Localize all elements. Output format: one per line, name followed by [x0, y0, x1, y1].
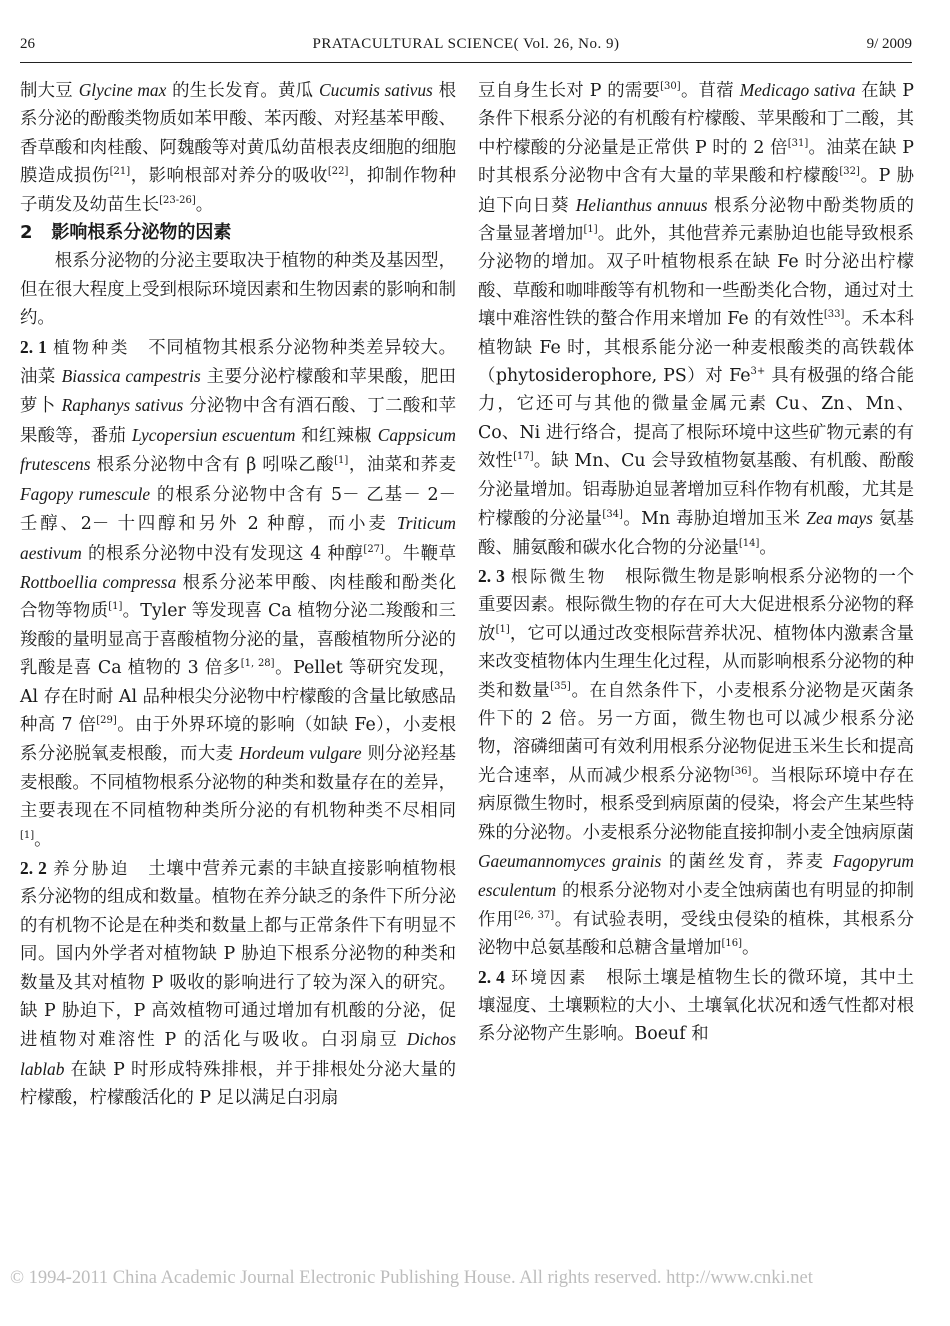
paragraph-body [20, 859, 456, 1108]
copyright-watermark: © 1994-2011 China Academic Journal Electronic Publishing House. All rights reserved. http://www.cnki.net [10, 1268, 813, 1288]
citation: [1] [334, 455, 349, 467]
paragraph-body [478, 567, 914, 958]
page-number: 26 [20, 36, 35, 52]
subsection-paragraph [478, 562, 914, 963]
text-run: 的菌丝发育，荞麦 [661, 851, 833, 872]
subsection-paragraph [478, 963, 914, 1049]
text-run: 。此外，其他营养元素胁迫也能导致根系分泌物的增加。双子叶植物根系在缺 Fe 时分泌出柠檬酸、草酸和咖啡酸等有机物和一些酚类化合物，通过对土壤中难溶性铁的螯合作用来增加 Fe 的有效性 [478, 224, 914, 330]
text-run: 根系分泌物中含有 β 吲哚乙酸 [90, 455, 335, 476]
text-run: 则分泌羟基麦根酸。不同植物根系分泌物的种类和数量存在的差异，主要表现在不同植物种类所分泌的有机物种类不尽相同 [20, 744, 456, 822]
citation: [1] [108, 601, 123, 613]
section-title: 影响根系分泌物的因素 [51, 222, 232, 244]
text-run: 分泌物中含有酒石酸、丁二酸和苹果酸等，番茄 [20, 396, 457, 446]
text-run: 。 [34, 829, 52, 850]
species-name: Fagopy rumescule [20, 483, 151, 504]
citation: [22] [327, 166, 349, 178]
citation: [33] [823, 309, 845, 321]
text-run: 根系分泌物中酚类物质的含量显著增加 [478, 195, 915, 245]
text-run: ，油菜和荞麦 [348, 455, 456, 476]
text-run: 根系分泌的酚酸类物质如苯甲酸、苯丙酸、对羟基苯甲酸、香草酸和肉桂酸、阿魏酸等对黄瓜幼苗根表皮细胞的细胞膜造成损伤 [20, 81, 456, 187]
citation: [34] [602, 509, 623, 521]
species-name: Rottboellia compressa [20, 571, 177, 592]
running-header [20, 36, 912, 63]
citation: [14] [738, 537, 760, 549]
citation: [1, 28] [240, 658, 275, 670]
citation: [27] [363, 543, 384, 555]
text-run: 。由于外界环境的影响（如缺 Fe），小麦根系分泌脱氧麦根酸，而大麦 [20, 714, 456, 765]
text-run: 。缺 Mn、Cu 会导致植物氨基酸、有机酸、酚酸分泌量增加。铝毒胁迫显著增加豆科作物有机酸，尤其是柠檬酸的分泌量 [478, 451, 914, 530]
text-run: 的根系分泌物中没有发现这 4 种醇 [81, 543, 364, 564]
text-run: 。P 胁迫下向日葵 [478, 166, 914, 216]
paragraph-body [20, 338, 456, 850]
citation: [29] [96, 715, 117, 727]
issue-date: 9/ 2009 [866, 36, 912, 52]
species-name: Lycopersiun escuentum [131, 424, 296, 445]
subsection-number: 2. 3 [478, 565, 505, 586]
species-name: Dichos lablab [20, 1029, 456, 1079]
text-run: 主要分泌柠檬酸和苹果酸，肥田萝卜 [20, 367, 457, 417]
species-name: Fagopyrum esculentum [478, 850, 914, 901]
species-name: Helianthus annuus [575, 194, 708, 215]
species-name: Biassica campestris [61, 366, 201, 387]
section-heading [20, 219, 456, 247]
text-run: 根系分泌苯甲酸、肉桂酸和酚类化合物等物质 [20, 572, 456, 622]
subsection-number: 2. 4 [478, 966, 505, 987]
text-run: 土壤中营养元素的丰缺直接影响植物根系分泌物的组成和数量。植物在养分缺乏的条件下所分泌的有机物不论是在种类和数量上都与正常条件下有明显不同。国内外学者对植物缺 P 胁迫下根系分泌物的种类和数量及其对植物 P 吸收的影响进行了较为深入的研究。缺 P 胁迫下，P 高效植物可通过增加有机酸的分泌，促进植物对难溶性 P 的活化与吸收。白羽扇豆 [20, 858, 457, 1051]
subsection-title: 根际微生物 [511, 566, 608, 586]
species-name: Cucumis sativus [319, 80, 433, 100]
text-run: 。有试验表明，受线虫侵染的植株，其根系分泌物中总氨基酸和总糖含量增加 [478, 909, 914, 959]
citation: [16] [721, 938, 743, 950]
text-run: 。苜蓿 [680, 81, 740, 101]
right-column [478, 76, 914, 1049]
journal-title: PRATACULTURAL SCIENCE( Vol. 26, No. 9) [312, 36, 620, 52]
text-run: 不同植物其根系分泌物种类差异较大。油菜 [20, 337, 457, 388]
species-name: Medicago sativa [739, 80, 856, 100]
citation: [26, 37] [513, 909, 555, 921]
text-run: 。 [759, 537, 777, 558]
text-run: ，影响根部对养分的吸收 [130, 166, 328, 187]
text-run: 。油菜在缺 P 时其根系分泌物中含有大量的苹果酸和柠檬酸 [478, 137, 914, 187]
citation: [1] [583, 224, 598, 236]
citation: [30] [660, 81, 681, 93]
species-name: Triticum aestivum [20, 513, 456, 563]
citation: [1] [495, 623, 510, 635]
citation: [31] [787, 138, 809, 150]
citation: [36] [730, 765, 752, 777]
text-run: 。 [742, 938, 760, 959]
text-run: 。当根际环境中存在病原微生物时，根系受到病原菌的侵染，将会产生某些特殊的分泌物。小麦根系分泌物能直接抑制小麦全蚀病原菌 [478, 765, 914, 843]
subsection-title: 养分胁迫 [53, 858, 131, 878]
text-run: 。牛鞭草 [383, 543, 456, 564]
text-run: 。Tyler 等发现喜 Ca 植物分泌二羧酸和三羧酸的量明显高于喜酸植物分泌的量，喜酸植物所分泌的乳酸是喜 Ca 植物的 3 倍多 [20, 601, 456, 679]
subsection-number: 2. 2 [20, 857, 47, 878]
subsection-title: 植物种类 [53, 337, 131, 357]
subsection-title: 环境因素 [511, 967, 589, 987]
species-name: Zea mays [806, 508, 873, 529]
text-run: ，抑制作物种子萌发及幼苗生长 [20, 166, 456, 215]
text-run: ，它可以通过改变根际营养状况、植物体内激素含量来改变植物体内生理生化过程，从而影响根系分泌物的种类和数量 [478, 623, 914, 701]
text-run: 。 [195, 194, 214, 215]
citation: [35] [550, 680, 571, 692]
text-run: 制大豆 [20, 81, 79, 101]
citation: 3+ [750, 366, 766, 378]
citation: [17] [513, 451, 534, 463]
species-name: Gaeumannomyces grainis [478, 850, 662, 871]
subsection-paragraph [20, 854, 456, 1113]
species-name: Cappsicum frutescens [20, 424, 456, 475]
text-run: 豆自身生长对 P 的需要 [478, 81, 661, 101]
text-run: 。在自然条件下，小麦根系分泌物是灭菌条件下的 2 倍。另一方面，微生物也可以减少根系分泌物，溶磷细菌可有效利用根系分泌物促进玉米生长和提高光合速率，从而减少根系分泌物 [478, 680, 914, 786]
text-run: 的根系分泌物中含有 5－ 乙基－ 2－ 壬醇、2－ 十四醇和另外 2 种醇，而小麦 [20, 484, 456, 535]
citation: [21] [109, 166, 131, 178]
subsection-number: 2. 1 [20, 336, 47, 357]
text-run: 。Mn 毒胁迫增加玉米 [622, 509, 807, 530]
species-name: Hordeum vulgare [239, 743, 362, 764]
text-run: 在缺 P 时形成特殊排根，并于排根处分泌大量的柠檬酸，柠檬酸活化的 P 足以满足白羽扇 [20, 1059, 456, 1109]
citation: [23-26] [159, 194, 196, 206]
text-run: 具有极强的络合能力，它还可与其他的微量金属元素 Cu、Zn、Mn、Co、Ni 进行络合，提高了根际环境中这些矿物元素的有效性 [478, 366, 915, 472]
subsection-paragraph [20, 333, 456, 854]
citation: [1] [20, 829, 35, 841]
text-run: 的生长发育。黄瓜 [166, 81, 320, 101]
paragraph [20, 76, 456, 219]
text-run: 的根系分泌物对小麦全蚀病菌也有明显的抑制作用 [478, 881, 914, 930]
text-run: 根系分泌物的分泌主要取决于植物的种类及基因型，但在很大程度上受到根际环境因素和生物因素的影响和制约。 [20, 251, 456, 329]
text-run: 根际微生物是影响根系分泌物的一个重要因素。根际微生物的存在可大大促进根系分泌物的释放 [478, 566, 915, 644]
species-name: Glycine max [78, 80, 167, 100]
species-name: Raphanys sativus [61, 395, 184, 416]
text-run: 氨基酸、脯氨酸和碳水化合物的分泌量 [478, 509, 914, 558]
citation: [32] [839, 166, 860, 178]
section-number: 2 [20, 222, 33, 244]
text-run: 。Pellet 等研究发现，Al 存在时耐 Al 品种根尖分泌物中柠檬酸的含量比敏感品种高 7 倍 [20, 658, 456, 735]
text-run: 和红辣椒 [295, 425, 378, 446]
text-run: 在缺 P 条件下根系分泌的有机酸有柠檬酸、苹果酸和丁二酸，其中柠檬酸的分泌量是正常供 P 时的 2 倍 [478, 81, 914, 158]
text-run: 根际土壤是植物生长的微环境，其中土壤湿度、土壤颗粒的大小、土壤氧化状况和透气性都对根系分泌物产生影响。Boeuf 和 [478, 967, 915, 1045]
left-column [20, 76, 456, 1113]
text-run: 。禾本科植物缺 Fe 时，其根系能分泌一种麦根酸类的高铁载体（phytosiderophore, PS）对 Fe [478, 309, 914, 387]
paragraph [20, 247, 456, 332]
paragraph [478, 76, 914, 562]
